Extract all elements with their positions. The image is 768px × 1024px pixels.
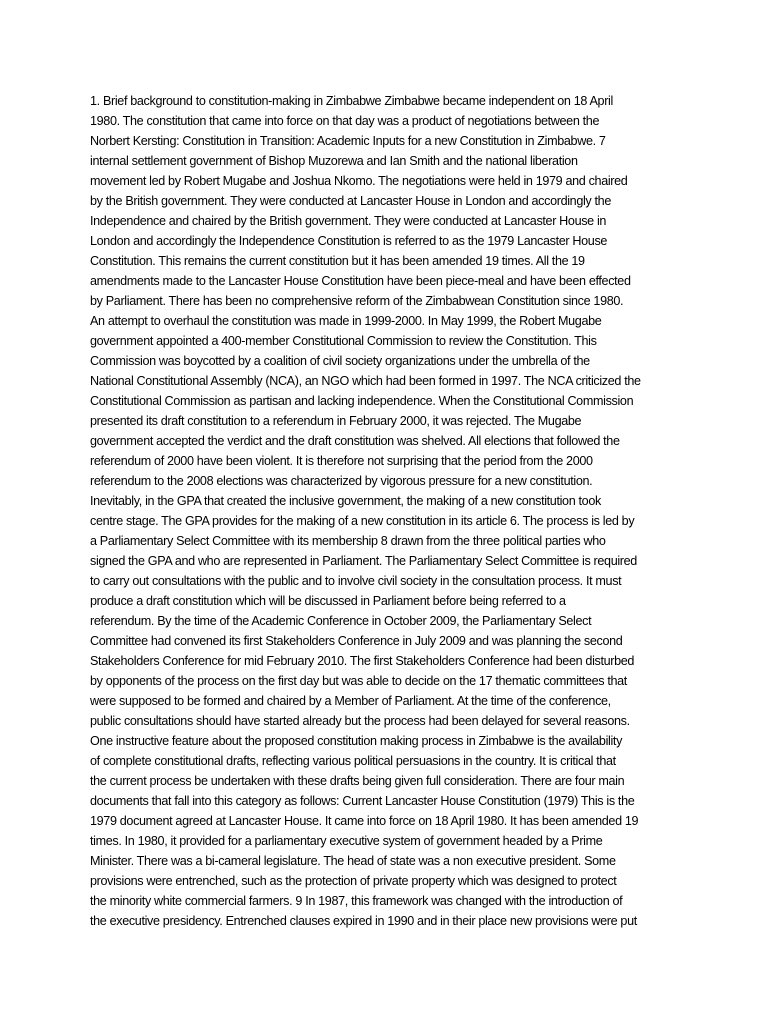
text-line: 1. Brief background to constitution-making in Zimbabwe Zimbabwe became independent on 18 April [90,94,613,108]
text-line: referendum of 2000 have been violent. It is therefore not surprising that the period from the 2000 [90,454,593,468]
text-line: 1980. The constitution that came into force on that day was a product of negotiations between the [90,114,600,128]
text-line: An attempt to overhaul the constitution was made in 1999-2000. In May 1999, the Robert Mugabe [90,314,602,328]
text-line: times. In 1980, it provided for a parliamentary executive system of government headed by a Prime [90,834,603,848]
text-line: 1979 document agreed at Lancaster House. It came into force on 18 April 1980. It has been amended 19 [90,814,639,828]
text-line: documents that fall into this category as follows: Current Lancaster House Constitution (1979) This is the [90,794,635,808]
text-line: One instructive feature about the proposed constitution making process in Zimbabwe is the availability [90,734,623,748]
text-line: government accepted the verdict and the draft constitution was shelved. All elections that followed the [90,434,620,448]
text-line: Minister. There was a bi-cameral legislature. The head of state was a non executive president. Some [90,854,616,868]
text-line: a Parliamentary Select Committee with its membership 8 drawn from the three political parties who [90,534,606,548]
text-line: the current process be undertaken with these drafts being given full consideration. There are four main [90,774,625,788]
text-line: Inevitably, in the GPA that created the inclusive government, the making of a new constitution took [90,494,601,508]
text-line: of complete constitutional drafts, reflecting various political persuasions in the country. It is critical that [90,754,616,768]
text-line: Stakeholders Conference for mid February 2010. The first Stakeholders Conference had been disturbed [90,654,635,668]
text-line: Committee had convened its first Stakeholders Conference in July 2009 and was planning the second [90,634,623,648]
text-line: by opponents of the process on the first day but was able to decide on the 17 thematic committees that [90,674,627,688]
text-line: the executive presidency. Entrenched clauses expired in 1990 and in their place new provisions were put [90,914,637,928]
text-line: government appointed a 400-member Constitutional Commission to review the Constitution. This [90,334,597,348]
text-line: National Constitutional Assembly (NCA), an NGO which had been formed in 1997. The NCA criticized the [90,374,641,388]
text-line: public consultations should have started already but the process had been delayed for several reasons. [90,714,630,728]
text-line: signed the GPA and who are represented in Parliament. The Parliamentary Select Committee is required [90,554,637,568]
text-line: produce a draft constitution which will be discussed in Parliament before being referred to a [90,594,566,608]
text-line: referendum to the 2008 elections was characterized by vigorous pressure for a new constitution. [90,474,593,488]
text-line: Independence and chaired by the British government. They were conducted at Lancaster House in [90,214,607,228]
text-line: to carry out consultations with the public and to involve civil society in the consultation process. It must [90,574,622,588]
text-line: the minority white commercial farmers. 9 In 1987, this framework was changed with the introduction of [90,894,623,908]
text-line: presented its draft constitution to a referendum in February 2000, it was rejected. The Mugabe [90,414,582,428]
text-line: London and accordingly the Independence Constitution is referred to as the 1979 Lancaster House [90,234,608,248]
text-line: were supposed to be formed and chaired by a Member of Parliament. At the time of the conference, [90,694,611,708]
text-line: Constitution. This remains the current constitution but it has been amended 19 times. All the 19 [90,254,585,268]
text-line: centre stage. The GPA provides for the making of a new constitution in its article 6. The process is led by [90,514,635,528]
text-line: Norbert Kersting: Constitution in Transition: Academic Inputs for a new Constitution in Zimbabwe. 7 [90,134,606,148]
text-line: movement led by Robert Mugabe and Joshua Nkomo. The negotiations were held in 1979 and chaired [90,174,628,188]
text-line: provisions were entrenched, such as the protection of private property which was designed to protect [90,874,617,888]
text-line: internal settlement government of Bishop Muzorewa and Ian Smith and the national liberation [90,154,578,168]
text-line: by Parliament. There has been no comprehensive reform of the Zimbabwean Constitution since 1980. [90,294,624,308]
text-line: by the British government. They were conducted at Lancaster House in London and accordingly the [90,194,611,208]
text-line: amendments made to the Lancaster House Constitution have been piece-meal and have been effected [90,274,631,288]
text-line: Commission was boycotted by a coalition of civil society organizations under the umbrella of the [90,354,590,368]
text-line: Constitutional Commission as partisan and lacking independence. When the Constitutional Commission [90,394,634,408]
text-line: referendum. By the time of the Academic Conference in October 2009, the Parliamentary Select [90,614,592,628]
body-text [90,91,690,931]
